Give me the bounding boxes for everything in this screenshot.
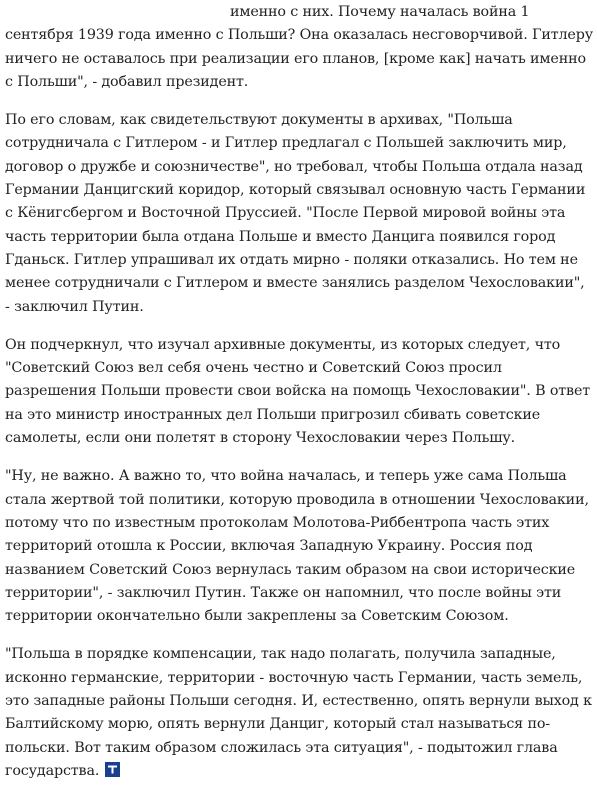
paragraph-text: именно с них. Почему началась война 1 сентября 1939 года именно с Польши? Она оказалась несговорчивой. Гитлеру ничего не оставалось при реализации его планов, [кроме как] начать именно с Польши", - добавил президент.: [5, 4, 594, 90]
article-paragraph-3: Он подчеркнул, что изучал архивные документы, из которых следует, что "Советский Союз вел себя очень честно и Советский Союз просил разрешения Польши провести свои войска на помощь Чехословакии". В ответ на это министр иностранных дел Польши пригрозил сбивать советские самолеты, если они полетят в сторону Чехословакии через Польшу.: [5, 336, 591, 447]
article-paragraph-5: [5, 643, 593, 783]
article-paragraph-4: "Ну, не важно. А важно то, что война началась, и теперь уже сама Польша стала жертвой той политики, которую проводила в отношении Чехословакии, потому что по известным протоколам Молотова-Риббентропа часть этих территорий отошла к России, включая Западную Украину. Россия под названием Советский Союз вернулась таким образом на свои исторические территории", - заключил Путин. Также он напомнил, что после войны эти территории окончательно были закреплены за Советским Союзом.: [5, 468, 589, 625]
article-paragraph-1: [5, 1, 593, 94]
paragraph-text: "Польша в порядке компенсации, так надо полагать, получила западные, исконно германские, территории - восточную часть Германии, часть земель, это западные районы Польши сегодня. И, естественно, опять вернули выход к Балтийскому морю, опять вернули Данциг, который стал называться по-польски. Вот таким образом сложилась эта ситуация", - подытожил глава государства.: [5, 646, 592, 779]
article-paragraph-2: По его словам, как свидетельствуют документы в архивах, "Польша сотрудничала с Гитлером - и Гитлер предлагал с Польшей заключить мир, договор о дружбе и союзничестве", но требовал, чтобы Польша отдала назад Германии Данцигский коридор, который связывал основную часть Германии с Кёнигсбергом и Восточной Пруссией. "После Первой мировой войны эта часть территории была отдана Польше и вместо Данцига появился город Гданьск. Гитлер упрашивал их отдать мирно - поляки отказались. Но тем не менее сотрудничали с Гитлером и вместе занялись разделом Чехословакии", - заключил Путин.: [5, 112, 586, 315]
tass-t-logo-icon: [105, 762, 120, 777]
